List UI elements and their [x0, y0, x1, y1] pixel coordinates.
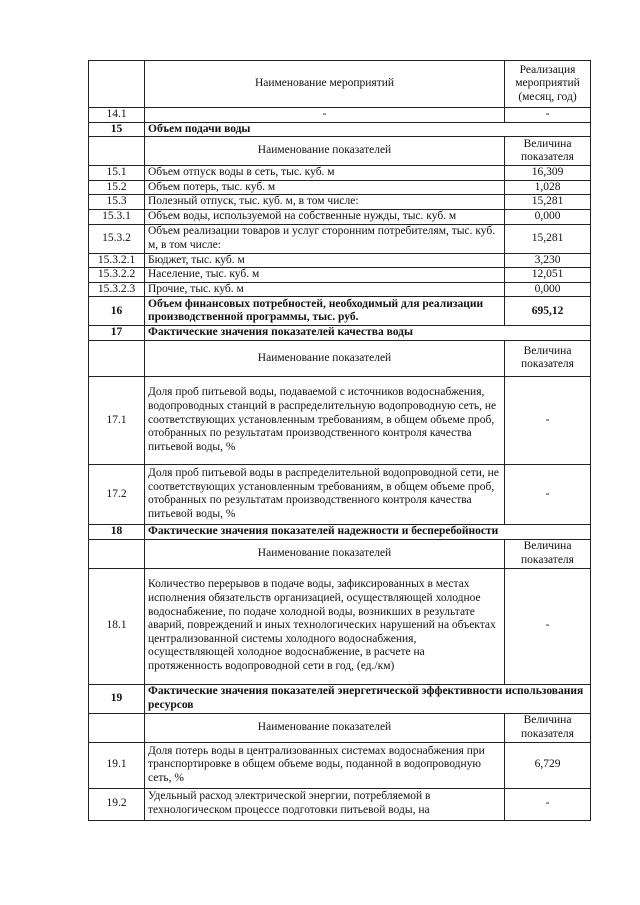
- header-name-cell: Наименование мероприятий: [145, 61, 505, 108]
- header-value-cell: Величина показателя: [505, 340, 591, 376]
- table-row: [89, 224, 591, 253]
- section-title: Фактические значения показателей качества воды: [145, 326, 591, 341]
- table-row: [89, 742, 591, 788]
- row-value: 3,230: [505, 253, 591, 268]
- row-number: 14.1: [89, 108, 145, 123]
- table-row: [89, 253, 591, 268]
- table-row: [89, 108, 591, 123]
- header-value-cell: Величина показателя: [505, 539, 591, 568]
- row-value: 0,000: [505, 209, 591, 224]
- row-value: -: [505, 376, 591, 464]
- header-name-cell: Наименование показателей: [145, 137, 505, 166]
- section-title: Фактические значения показателей энергетической эффективности использования ресурсов: [145, 684, 591, 713]
- header-name-cell: Наименование показателей: [145, 340, 505, 376]
- section-number: 18: [89, 524, 145, 539]
- table-header-row: [89, 713, 591, 742]
- table-row: [89, 166, 591, 181]
- table-header-row: [89, 340, 591, 376]
- table-row: [89, 282, 591, 297]
- section-row: [89, 122, 591, 137]
- table-row: [89, 464, 591, 524]
- row-number: 15.3.2.2: [89, 268, 145, 283]
- row-number: 15.3.2.3: [89, 282, 145, 297]
- row-label: Прочие, тыс. куб. м: [145, 282, 505, 297]
- section-row: [89, 524, 591, 539]
- row-value: 16,309: [505, 166, 591, 181]
- section-title: Объем подачи воды: [145, 122, 591, 137]
- row-label: Объем реализации товаров и услуг сторонним потребителям, тыс. куб. м, в том числе:: [145, 224, 505, 253]
- header-number-cell: [89, 340, 145, 376]
- row-value: 15,281: [505, 195, 591, 210]
- table-header-row: [89, 539, 591, 568]
- row-value: -: [505, 568, 591, 684]
- row-number: 19.1: [89, 742, 145, 788]
- table-header-row: [89, 61, 591, 108]
- header-value-cell: Величина показателя: [505, 137, 591, 166]
- table-row: [89, 268, 591, 283]
- row-number: 15.3.2: [89, 224, 145, 253]
- table-row: [89, 297, 591, 326]
- row-label: -: [145, 108, 505, 123]
- table-row: [89, 568, 591, 684]
- table-row: [89, 376, 591, 464]
- row-label: Объем потерь, тыс. куб. м: [145, 180, 505, 195]
- row-label: Количество перерывов в подаче воды, зафиксированных в местах исполнения обязательств организацией, осуществляющей холодное водоснабжение, по подаче холодной воды, возникших в результате аварий, повреждений и иных технологических нарушений на объектах централизованной системы холодного водоснабжения, осуществляющей холодное водоснабжение, в расчете на протяженность водопроводной сети в год, (ед./км): [145, 568, 505, 684]
- row-label: Объем воды, используемой на собственные нужды, тыс. куб. м: [145, 209, 505, 224]
- row-label: Доля потерь воды в централизованных системах водоснабжения при транспортировке в общем объеме воды, поданной в водопроводную сеть, %: [145, 742, 505, 788]
- indicators-table: [88, 60, 591, 821]
- row-number: 15.3.1: [89, 209, 145, 224]
- row-value: -: [505, 788, 591, 820]
- header-name-cell: Наименование показателей: [145, 713, 505, 742]
- table-body: [89, 61, 591, 821]
- table-row: [89, 180, 591, 195]
- table-row: [89, 209, 591, 224]
- section-number: 15: [89, 122, 145, 137]
- row-value: 15,281: [505, 224, 591, 253]
- header-number-cell: [89, 713, 145, 742]
- row-number: 15.2: [89, 180, 145, 195]
- row-number: 16: [89, 297, 145, 326]
- row-number: 15.3.2.1: [89, 253, 145, 268]
- row-value: -: [505, 108, 591, 123]
- row-label: Объем отпуск воды в сеть, тыс. куб. м: [145, 166, 505, 181]
- header-value-cell: Реализация мероприятий (месяц, год): [505, 61, 591, 108]
- header-name-cell: Наименование показателей: [145, 539, 505, 568]
- row-value: 695,12: [505, 297, 591, 326]
- row-number: 17.1: [89, 376, 145, 464]
- header-number-cell: [89, 137, 145, 166]
- header-number-cell: [89, 61, 145, 108]
- header-value-cell: Величина показателя: [505, 713, 591, 742]
- section-number: 19: [89, 684, 145, 713]
- row-label: Объем финансовых потребностей, необходимый для реализации производственной программы, тыс. руб.: [145, 297, 505, 326]
- row-label: Полезный отпуск, тыс. куб. м, в том числе:: [145, 195, 505, 210]
- row-value: 0,000: [505, 282, 591, 297]
- section-number: 17: [89, 326, 145, 341]
- section-title: Фактические значения показателей надежности и бесперебойности: [145, 524, 591, 539]
- header-number-cell: [89, 539, 145, 568]
- row-label: Бюджет, тыс. куб. м: [145, 253, 505, 268]
- table-row: [89, 195, 591, 210]
- row-number: 18.1: [89, 568, 145, 684]
- row-value: -: [505, 464, 591, 524]
- row-label: Доля проб питьевой воды, подаваемой с источников водоснабжения, водопроводных станций в распределительную водопроводную сеть, не соответствующих установленным требованиям, в общем объеме проб, отобранных по результатам производственного контроля качества питьевой воды, %: [145, 376, 505, 464]
- row-label: Удельный расход электрической энергии, потребляемой в технологическом процессе подготовки питьевой воды, на: [145, 788, 505, 820]
- row-number: 17.2: [89, 464, 145, 524]
- row-number: 19.2: [89, 788, 145, 820]
- row-number: 15.1: [89, 166, 145, 181]
- section-row: [89, 684, 591, 713]
- table-row: [89, 788, 591, 820]
- row-value: 1,028: [505, 180, 591, 195]
- table-header-row: [89, 137, 591, 166]
- row-label: Доля проб питьевой воды в распределительной водопроводной сети, не соответствующих установленным требованиям, в общем объеме проб, отобранных по результатам производственного контроля качества питьевой воды, %: [145, 464, 505, 524]
- row-number: 15.3: [89, 195, 145, 210]
- row-value: 12,051: [505, 268, 591, 283]
- section-row: [89, 326, 591, 341]
- row-value: 6,729: [505, 742, 591, 788]
- row-label: Население, тыс. куб. м: [145, 268, 505, 283]
